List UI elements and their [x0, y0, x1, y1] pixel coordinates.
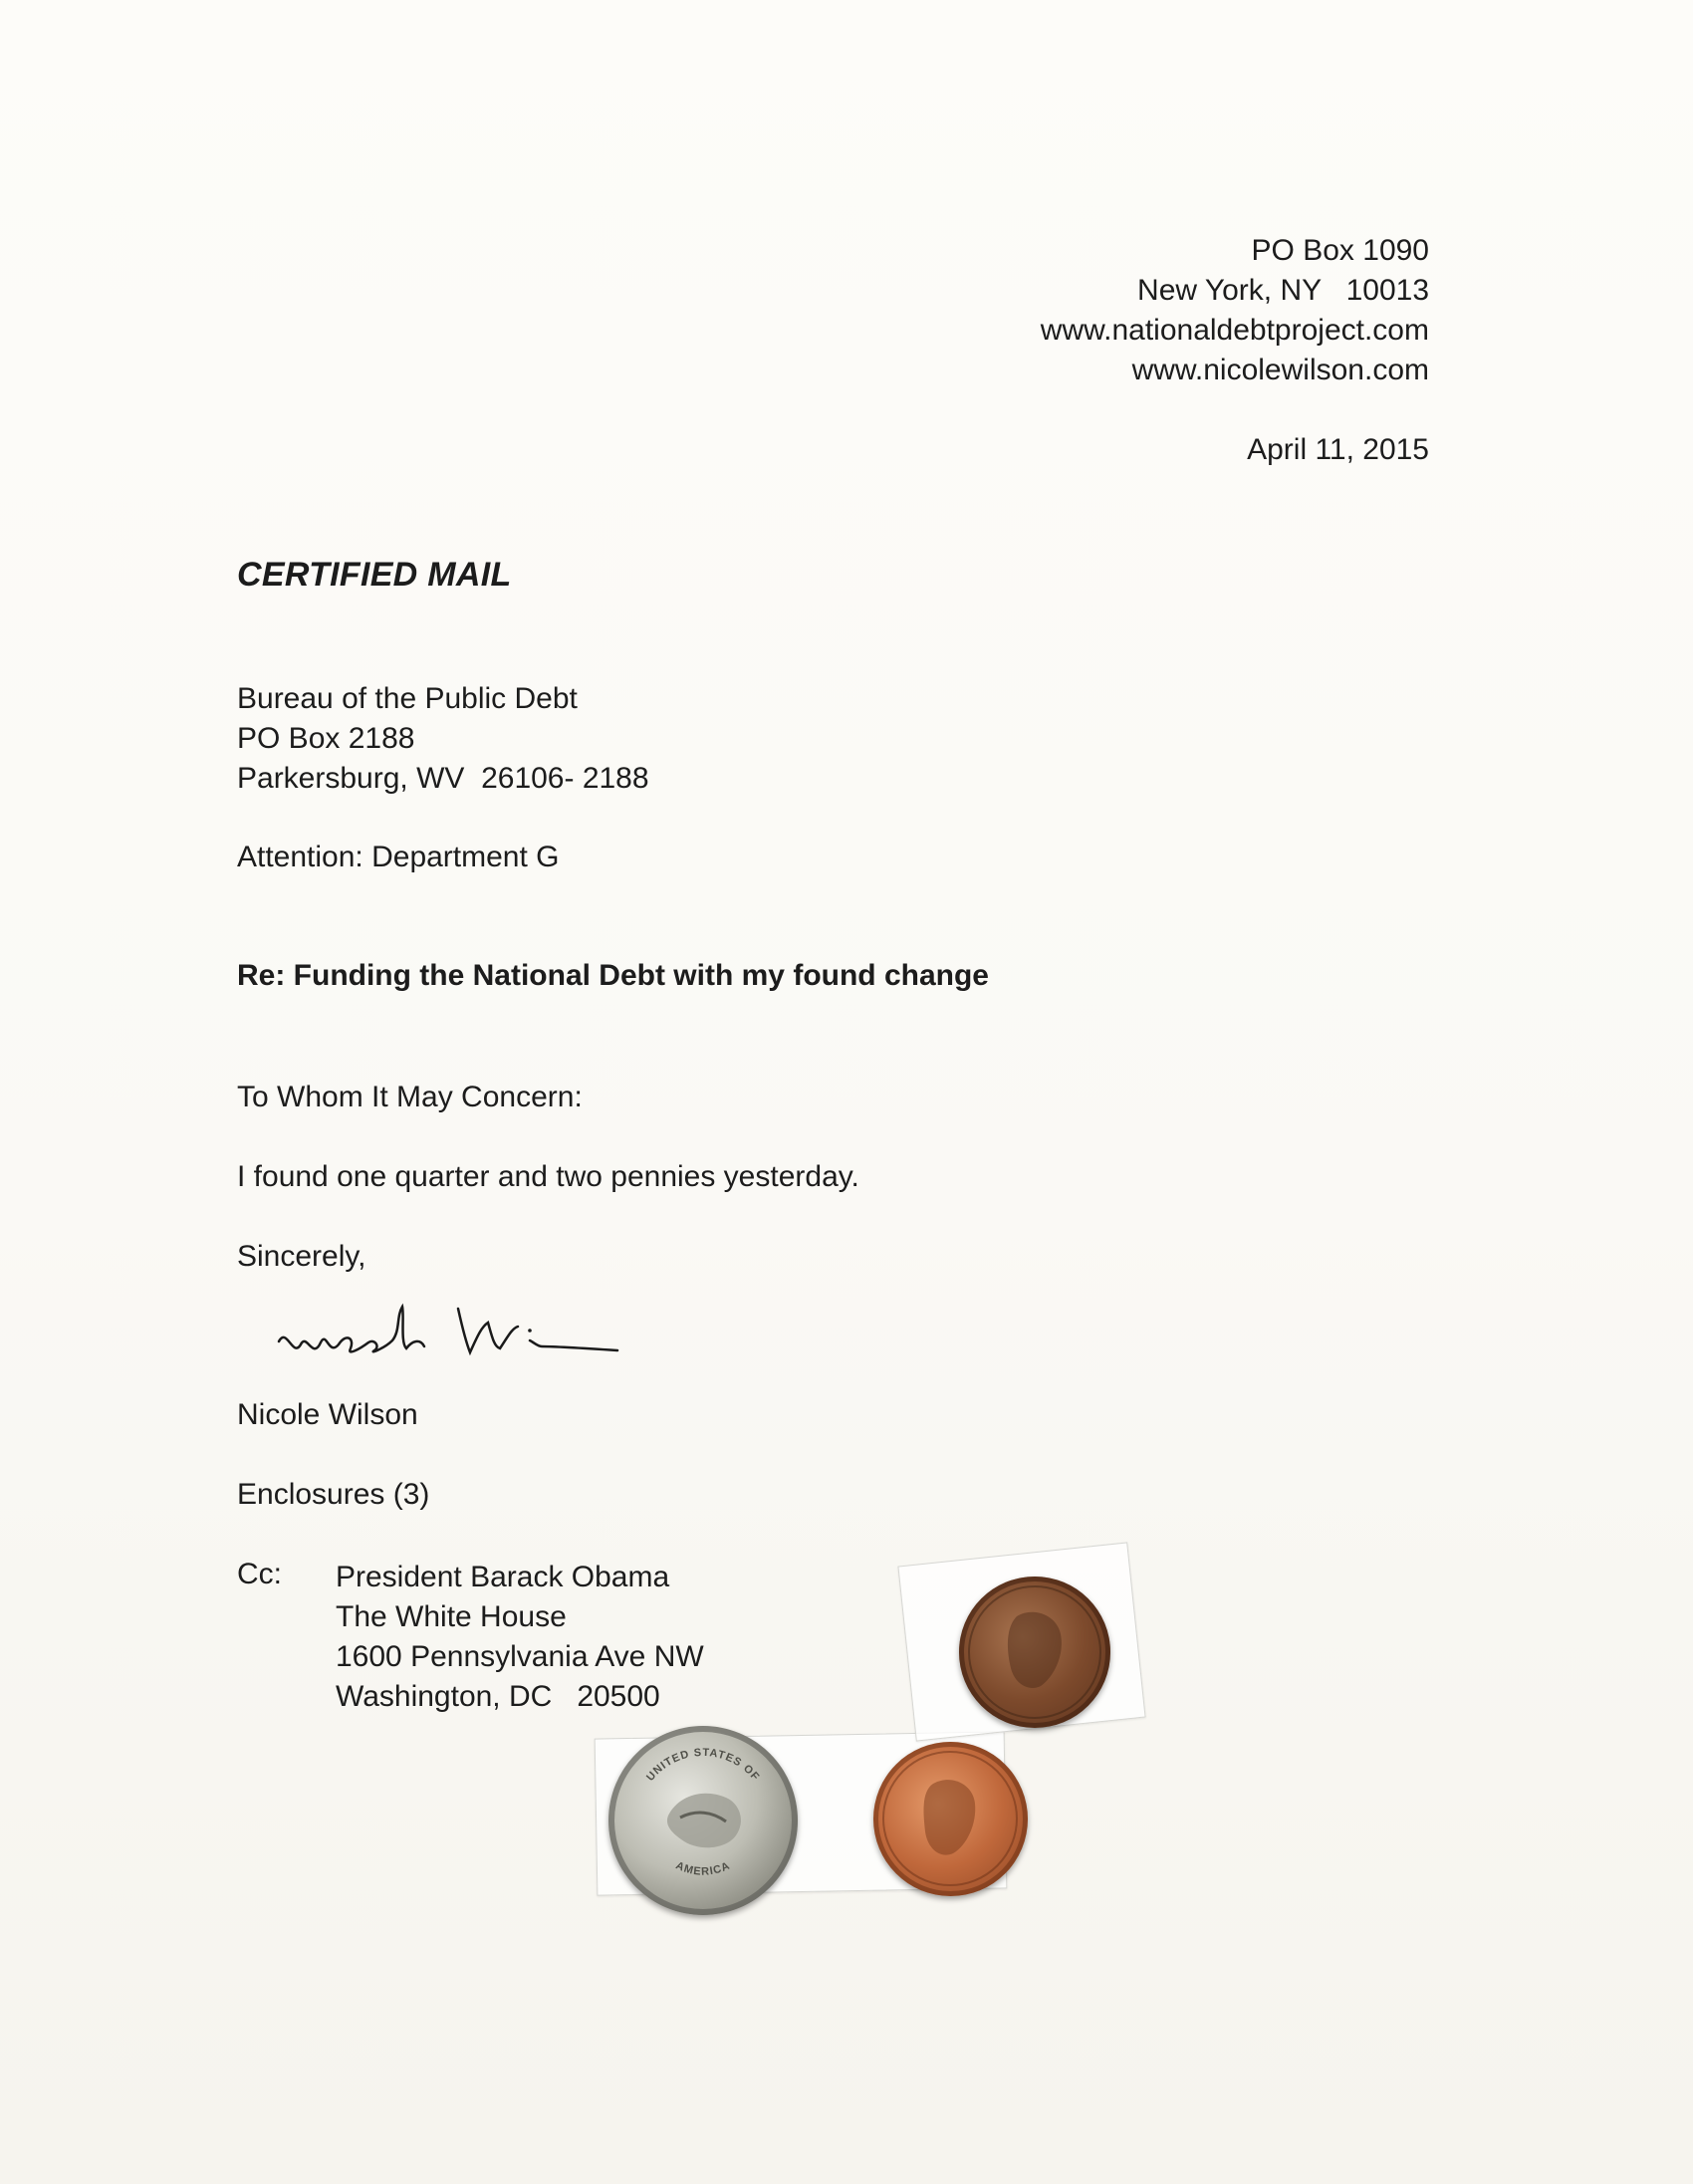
- letter-body: I found one quarter and two pennies yesterday.: [237, 1160, 859, 1193]
- sender-block: [1041, 231, 1429, 470]
- recipient-block: [237, 679, 649, 799]
- penny-coin-lower: [873, 1742, 1028, 1896]
- signer-name: Nicole Wilson: [237, 1398, 418, 1431]
- salutation: To Whom It May Concern:: [237, 1081, 583, 1113]
- cc-line: The White House: [336, 1600, 567, 1633]
- recipient-name: Bureau of the Public Debt: [237, 682, 578, 715]
- cc-line: 1600 Pennsylvania Ave NW: [336, 1640, 704, 1673]
- quarter-inscription-top: UNITED STATES OF: [644, 1746, 762, 1784]
- certified-mail-heading: CERTIFIED MAIL: [237, 556, 512, 594]
- recipient-address-line1: PO Box 2188: [237, 722, 415, 755]
- closing: Sincerely,: [237, 1240, 366, 1273]
- cc-label: Cc:: [237, 1558, 282, 1590]
- quarter-coin: [608, 1726, 798, 1915]
- letter-date: April 11, 2015: [1247, 433, 1429, 466]
- enclosures-note: Enclosures (3): [237, 1478, 430, 1511]
- quarter-inscription-bottom: AMERICA: [673, 1859, 733, 1878]
- penny-coin-upper: [959, 1577, 1110, 1728]
- sender-website-2: www.nicolewilson.com: [1131, 354, 1429, 386]
- cc-line: Washington, DC 20500: [336, 1680, 660, 1713]
- cc-recipient-block: [336, 1558, 704, 1717]
- sender-website-1: www.nationaldebtproject.com: [1040, 314, 1429, 347]
- recipient-address-line2: Parkersburg, WV 26106- 2188: [237, 762, 649, 795]
- svg-text:UNITED STATES OF: [644, 1747, 762, 1784]
- cc-line: President Barack Obama: [336, 1561, 670, 1593]
- handwritten-signature: [269, 1287, 627, 1376]
- svg-text:AMERICA: [674, 1859, 733, 1877]
- attention-line: Attention: Department G: [237, 841, 560, 873]
- sender-address-line1: PO Box 1090: [1251, 234, 1429, 267]
- subject-line: Re: Funding the National Debt with my found change: [237, 959, 989, 992]
- sender-address-line2: New York, NY 10013: [1137, 274, 1429, 307]
